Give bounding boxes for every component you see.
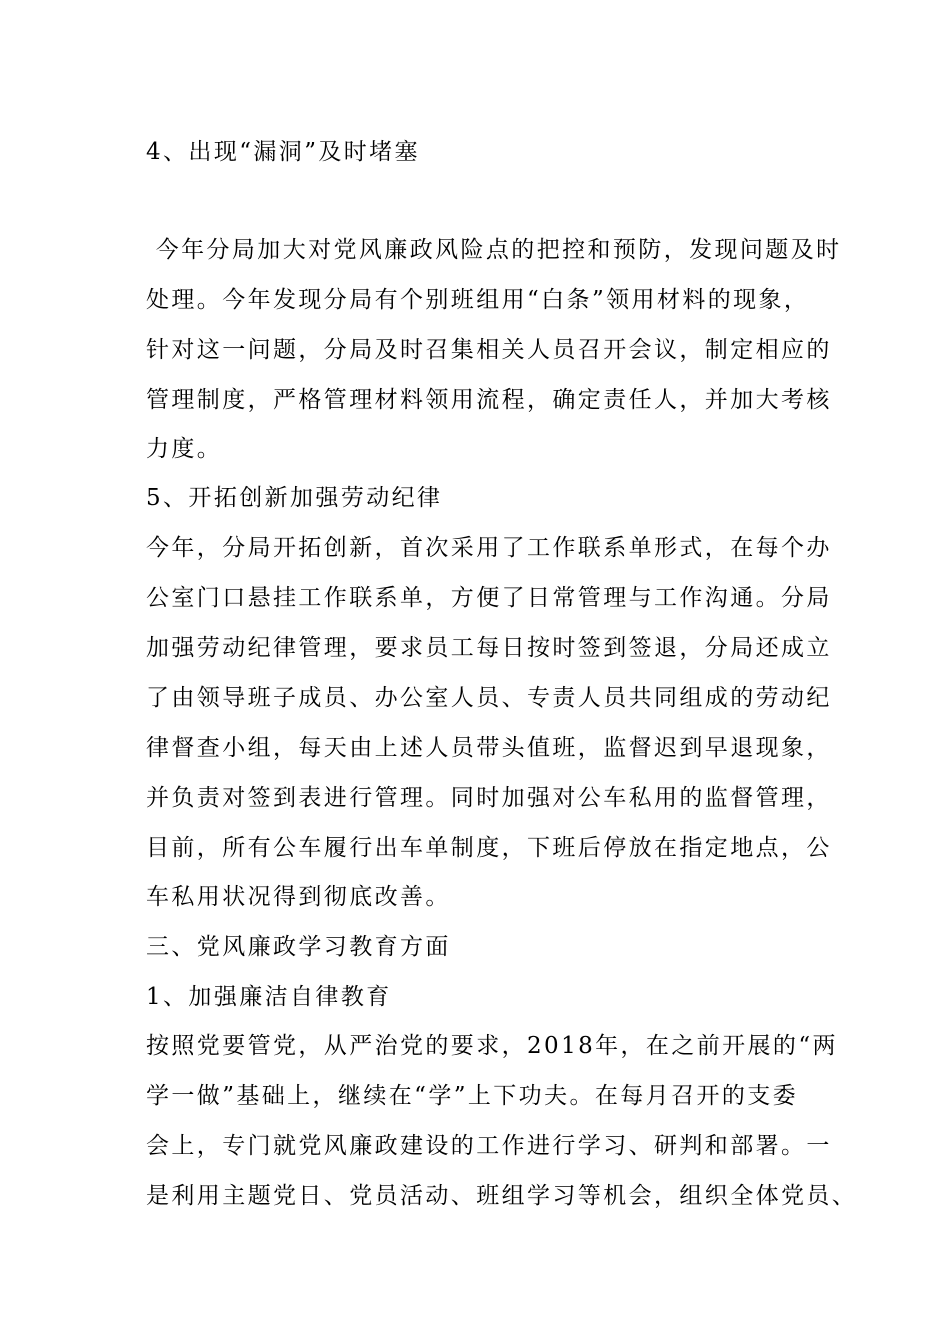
paragraph-line: 管理制度，严格管理材料领用流程，确定责任人，并加大考核 <box>146 387 832 413</box>
paragraph-line: 今年，分局开拓创新，首次采用了工作联系单形式，在每个办 <box>146 535 832 561</box>
heading-1-self-discipline: 1、加强廉洁自律教育 <box>146 984 392 1010</box>
paragraph-line: 了由领导班子成员、办公室人员、专责人员共同组成的劳动纪 <box>146 685 832 711</box>
heading-section-3: 三、党风廉政学习教育方面 <box>146 934 451 960</box>
paragraph-line: 目前，所有公车履行出车单制度，下班后停放在指定地点，公 <box>146 835 832 861</box>
heading-5-labor-discipline: 5、开拓创新加强劳动纪律 <box>146 485 443 511</box>
paragraph-line: 会上，专门就党风廉政建设的工作进行学习、研判和部署。一 <box>146 1133 832 1159</box>
paragraph-line: 公室门口悬挂工作联系单，方便了日常管理与工作沟通。分局 <box>146 585 832 611</box>
heading-4-plug-loopholes: 4、出现“漏洞”及时堵塞 <box>146 139 420 165</box>
paragraph-line: 律督查小组，每天由上述人员带头值班，监督迟到早退现象， <box>146 735 832 761</box>
paragraph-line: 车私用状况得到彻底改善。 <box>146 884 451 910</box>
paragraph-line: 是利用主题党日、党员活动、班组学习等机会，组织全体党员、 <box>146 1183 858 1209</box>
paragraph-line: 针对这一问题，分局及时召集相关人员召开会议，制定相应的 <box>146 337 832 363</box>
paragraph-line: 力度。 <box>146 436 223 462</box>
paragraph-line: 加强劳动纪律管理，要求员工每日按时签到签退，分局还成立 <box>146 635 832 661</box>
paragraph-line: 学一做”基础上，继续在“学”上下功夫。在每月召开的支委 <box>146 1083 799 1109</box>
paragraph-line: 今年分局加大对党风廉政风险点的把控和预防，发现问题及时 <box>146 237 842 263</box>
paragraph-line: 并负责对签到表进行管理。同时加强对公车私用的监督管理， <box>146 785 832 811</box>
paragraph-line: 处理。今年发现分局有个别班组用“白条”领用材料的现象， <box>146 287 810 313</box>
paragraph-line: 按照党要管党，从严治党的要求，2018年，在之前开展的“两 <box>146 1033 838 1059</box>
